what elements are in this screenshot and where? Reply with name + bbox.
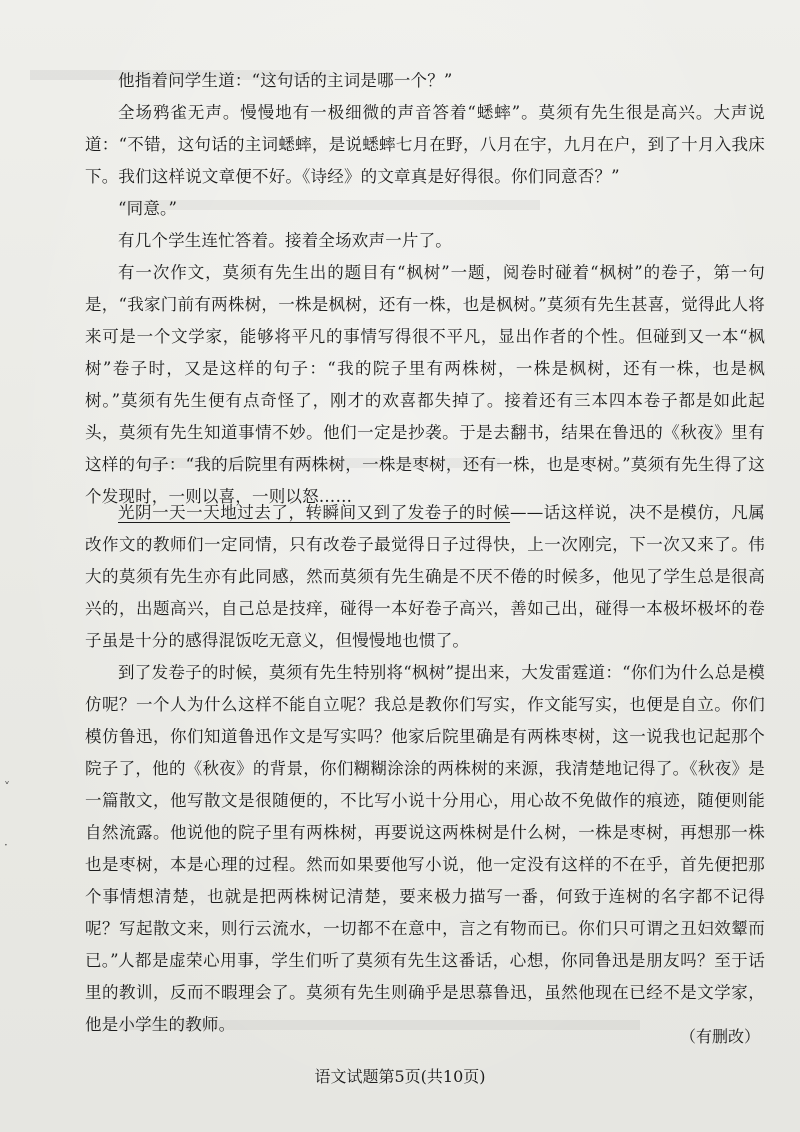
paragraph-time-passes (85, 497, 765, 657)
paragraph-time-passes-rest: ——话这样说，决不是模仿，凡属改作文的教师们一定同情，只有改卷子最觉得日子过得快，上一次刚完，下一次又来了。伟大的莫须有先生亦有此同感，然而莫须有先生确是不厌不倦的时候多，他见了学生总是很高兴的，出题高兴，自己总是技痒，碰得一本好卷子高兴，善如己出，碰得一本极坏极坏的卷子虽是十分的感得混饭吃无意义，但慢慢地也惯了。 (85, 503, 766, 650)
underlined-sentence: 光阴一天一天地过去了，转瞬间又到了发卷子的时候 (118, 503, 511, 522)
paragraph-agree: “同意。” (118, 199, 178, 218)
source-note: （有删改） (679, 1027, 760, 1046)
paragraph-lecture: 到了发卷子的时候，莫须有先生特别将“枫树”提出来，大发雷霆道：“你们为什么总是模仿呢？一个人为什么这样不能自立呢？我总是教你们写实，作文能写实，也便是自立。你们模仿鲁迅，你们知道鲁迅作文是写实吗？他家后院里确是有两株枣树，这一说我也记起那个院子了，他的《秋夜》的背景，你们糊糊涂涂的两株树的来源，我清楚地记得了。《秋夜》是一篇散文，他写散文是很随便的，不比写小说十分用心，用心故不免做作的痕迹，随便则能自然流露。他说他的院子里有两株树，再要说这两株树是什么树，一株是枣树，再想那一株也是枣树，本是心理的过程。然而如果要他写小说，他一定没有这样的不在乎，首先便把那个事情想清楚，也就是把两株树记清楚，要来极力描写一番，何致于连树的名字都不记得呢？写起散文来，则行云流水，一切都不在意中，言之有物而已。你们只可谓之丑妇效颦而已。” (85, 663, 765, 970)
paragraph-cricket: 全场鸦雀无声。慢慢地有一极细微的声音答着“蟋蟀”。莫须有先生很是高兴。大声说道：“不错，这句话的主词蟋蟀，是说蟋蟀七月在野，八月在宇，九月在户，到了十月入我床下。我们这样说文章便不好。《诗经》的文章真是好得很。你们同意否？” (85, 103, 765, 186)
margin-mark: ˅ (4, 780, 10, 794)
margin-mark: · (4, 838, 8, 852)
page-footer: 语文试题第5页(共10页) (314, 1067, 486, 1086)
paragraph-vanity: 人都是虚荣心用事，学生们听了莫须有先生这番话，心想，你同鲁迅是朋友吗？至于话里的教训，反而不暇理会了。莫须有先生则确乎是思慕鲁迅，虽然他现在已经不是文学家，他是小学生的教师。 (85, 951, 765, 1034)
paragraph-question: 他指着问学生道：“这句话的主词是哪一个？” (118, 71, 453, 90)
paragraph-cheer: 有几个学生连忙答着。接着全场欢声一片了。 (118, 231, 452, 250)
paragraph-maple-essay: 有一次作文，莫须有先生出的题目有“枫树”一题，阅卷时碰着“枫树”的卷子，第一句是，“我家门前有两株树，一株是枫树，还有一株，也是枫树。”莫须有先生甚喜，觉得此人将来可是一个文学家，能够将平凡的事情写得很不平凡，显出作者的个性。但碰到又一本“枫树”卷子时，又是这样的句子：“我的院子里有两株树，一株是枫树，还有一株，也是枫树。”莫须有先生便有点奇怪了，刚才的欢喜都失掉了。接着还有三本四本卷子都是如此起头，莫须有先生知道事情不妙。他们一定是抄袭。于是去翻书，结果在鲁迅的《秋夜》里有这样的句子：“我的后院里有两株树，一株是枣树，还有一株，也是枣树。”莫须有先生得了这个发现时，一则以喜，一则以怒…… (85, 263, 765, 506)
